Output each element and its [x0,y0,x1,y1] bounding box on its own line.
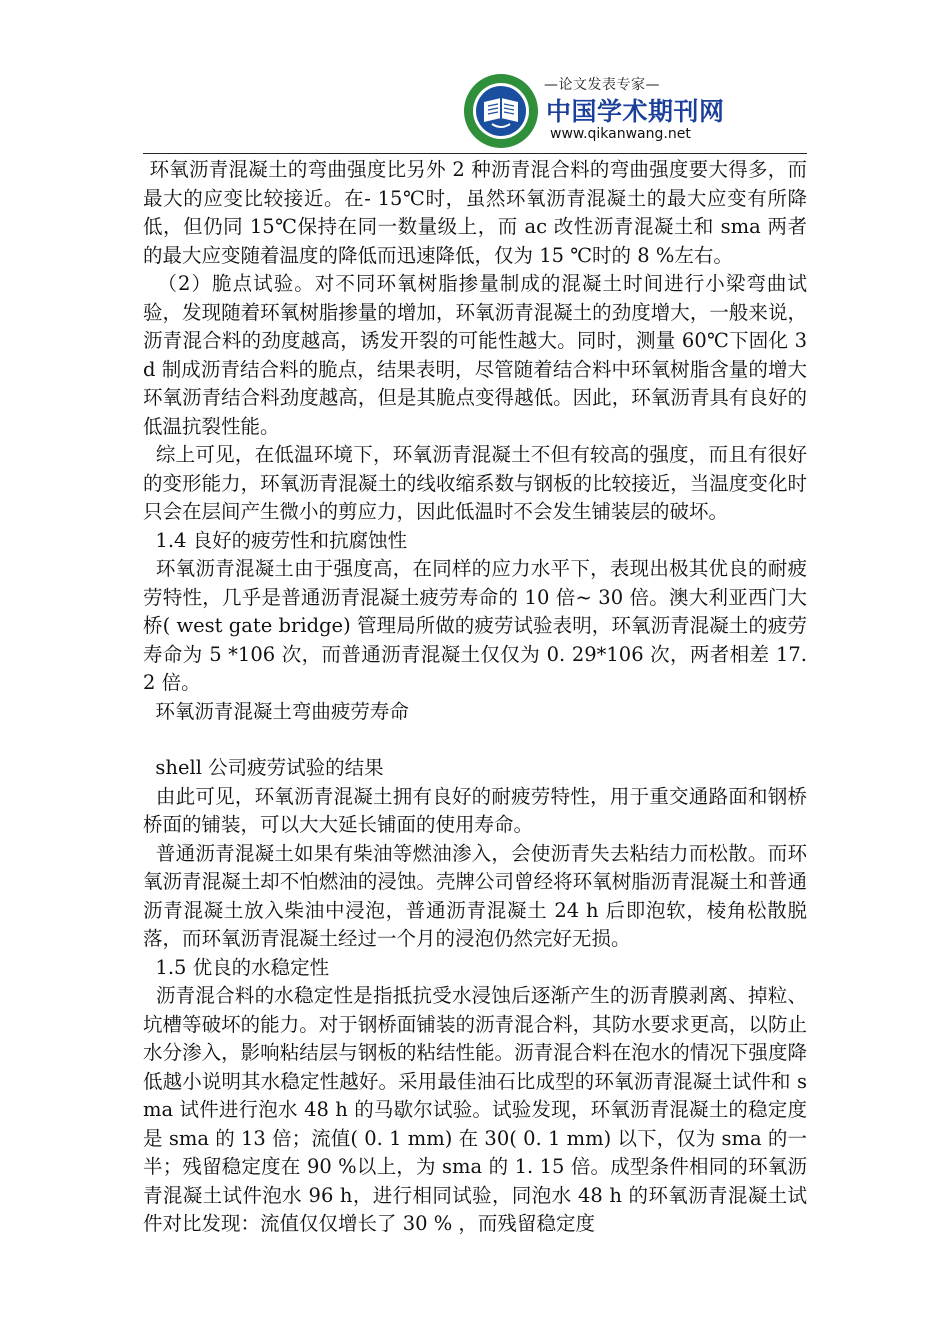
section-heading-water-stability: 1.5 优良的水稳定性 [143,955,330,979]
logo-text-block [544,72,725,150]
paragraph-water-stability: 沥青混合料的水稳定性是指抵抗受水浸蚀后逐渐产生的沥青膜剥离、掉粒、坑槽等破坏的能力。对于钢桥面铺装的沥青混合料，其防水要求更高，以防止水分渗入，影响粘结层与钢板的粘结性能。沥青混合料在泡水的情况下强度降低越小说明其水稳定性越好。采用最佳油石比成型的环氧沥青混凝土试件和 sma 试件进行泡水 48 h 的马歇尔试验。试验发现，环氧沥青混凝土的稳定度是 sma 的 13 倍；流值( 0. 1 mm) 在 30( 0. 1 mm) 以下，仅为 sma 的一半；残留稳定度在 90 %以上，为 sma 的 1. 15 倍。成型条件相同的环氧沥青混凝土试件泡水 96 h，进行相同试验，同泡水 48 h 的环氧沥青混凝土试件对比发现：流值仅仅增长了 30 % ，而残留稳定度 [143,984,807,1235]
paragraph-fuel-resistance: 普通沥青混凝土如果有柴油等燃油渗入，会使沥青失去粘结力而松散。而环氧沥青混凝土却不怕燃油的浸蚀。壳牌公司曾经将环氧树脂沥青混凝土和普通沥青混凝土放入柴油中浸泡，普通沥青混凝土 24 h 后即泡软，棱角松散脱落，而环氧沥青混凝土经过一个月的浸泡仍然完好无损。 [143,841,807,950]
paragraph-low-temp-summary: 综上可见，在低温环境下，环氧沥青混凝土不但有较高的强度，而且有很好的变形能力，环氧沥青混凝土的线收缩系数与钢板的比较接近，当温度变化时只会在层间产生微小的剪应力，因此低温时不会发生铺装层的破坏。 [143,443,807,523]
caption-shell-fatigue-results: shell 公司疲劳试验的结果 [143,756,384,779]
document-body [143,156,814,1239]
figure-gap [143,726,807,754]
logo-website: www.qikanwang.net [550,126,691,142]
book-emblem-icon [462,72,540,150]
logo-brand-name: 中国学术期刊网 [546,97,725,126]
header-divider [143,153,807,154]
page-header [0,0,950,158]
section-heading-fatigue: 1.4 良好的疲劳性和抗腐蚀性 [143,528,408,552]
caption-bending-fatigue-life: 环氧沥青混凝土弯曲疲劳寿命 [143,699,409,723]
logo-tagline: —论文发表专家— [544,77,660,93]
paragraph-fatigue: 环氧沥青混凝土由于强度高，在同样的应力水平下，表现出极其优良的耐疲劳特性，几乎是普通沥青混凝土疲劳寿命的 10 倍~ 30 倍。澳大利亚西门大桥( west gate bridge) 管理局所做的疲劳试验表明，环氧沥青混凝土的疲劳寿命为 5 *106 次，而普通沥青混凝土仅仅为 0. 29*106 次，两者相差 17.2 倍。 [143,557,807,694]
paragraph-brittle-point: （2）脆点试验。对不同环氧树脂掺量制成的混凝土时间进行小梁弯曲试验，发现随着环氧树脂掺量的增加，环氧沥青混凝土的劲度增大，一般来说，沥青混合料的劲度越高，诱发开裂的可能性越大。同时，测量 60℃下固化 3 d 制成沥青结合料的脆点，结果表明，尽管随着结合料中环氧树脂含量的增大环氧沥青结合料劲度越高，但是其脆点变得越低。因此，环氧沥青具有良好的低温抗裂性能。 [143,272,814,438]
paragraph-fatigue-conclusion: 由此可见，环氧沥青混凝土拥有良好的耐疲劳特性，用于重交通路面和钢桥桥面的铺装，可以大大延长铺面的使用寿命。 [143,784,807,836]
site-logo [462,72,725,152]
paragraph-bending-strength: 环氧沥青混凝土的弯曲强度比另外 2 种沥青混合料的弯曲强度要大得多，而最大的应变比较接近。在- 15℃时，虽然环氧沥青混凝土的最大应变有所降低，但仍同 15℃保持在同一数量级上，而 ac 改性沥青混凝土和 sma 两者的最大应变随着温度的降低而迅速降低，仅为 15 ℃时的 8 %左右。 [143,158,807,267]
